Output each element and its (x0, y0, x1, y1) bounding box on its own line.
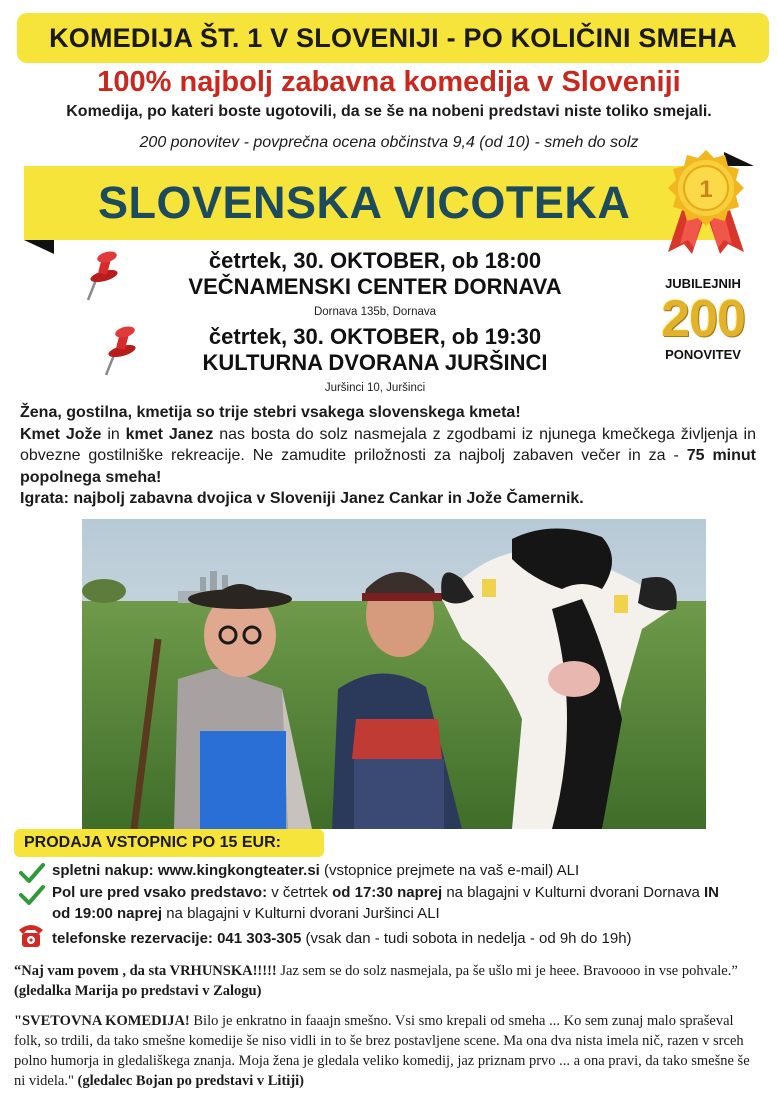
headline: 100% najbolj zabavna komedija v Sloveniji (97, 66, 681, 98)
top-banner: KOMEDIJA ŠT. 1 V SLOVENIJI - PO KOLIČINI SMEHA (17, 13, 769, 63)
review-quote: Bilo je enkratno in faaajn smešno. Vsi smo krepali od smeha ... Ko sem zunaj malo spraševal folk, so trdili, da tako smešne komedije še niso vidli in to še brez postavljene scene. Ma ona dva nista imela nič, razen v srceh polno humorja in gledališkega znanja. Moja žena je gledala veliko komedij, jaz priznam prvo ... a ona pravi, da tako smešne še ni videla." (14, 1013, 750, 1089)
description-lead: Žena, gostilna, kmetija so trije stebri vsakega slovenskega kmeta! (20, 404, 521, 421)
actor-joze: Kmet Jože (20, 425, 102, 443)
event-venue: VEČNAMENSKI CENTER DORNAVA (188, 274, 562, 299)
checkmark-icon (19, 862, 45, 884)
title-ribbon (24, 166, 724, 240)
jubilee-bottom: PONOVITEV (665, 347, 741, 362)
pushpin-icon (100, 325, 140, 379)
ticket-online-note: (vstopnice prejmete na vaš e-mail) ALI (319, 862, 580, 879)
ticket-box-text1: v četrtek (267, 884, 333, 901)
jubilee-top: JUBILEJNIH (665, 276, 741, 291)
description-cast: Igrata: najbolj zabavna dvojica v Sloveniji Janez Cankar in Jože Čamernik. (20, 490, 584, 507)
ticket-phone-label[interactable]: telefonske rezervacije: 041 303-305 (52, 930, 302, 947)
subline: Komedija, po kateri boste ugotovili, da se še na nobeni predstavi niste toliko smejali. (66, 103, 712, 120)
ticket-box-in: IN (703, 884, 719, 901)
show-title: SLOVENSKA VICOTEKA (98, 177, 631, 228)
pushpin-icon (82, 250, 122, 304)
checkmark-icon (19, 884, 45, 906)
review-quote: Jaz sem se do solz nasmejala, pa še ušlo mi je heee. Bravoooo in vse pohvale.” (276, 963, 738, 979)
actor-janez: kmet Janez (125, 425, 214, 443)
ticket-phone-note: (vsak dan - tudi sobota in nedelja - od 9h do 19h) (301, 930, 632, 947)
telephone-icon (15, 920, 47, 950)
medal-number: 1 (699, 176, 713, 203)
ticket-phone (52, 928, 632, 949)
ticket-box-time2: od 19:00 naprej (52, 905, 163, 922)
review-author: (gledalec Bojan po predstavi v Litiji) (73, 1073, 305, 1089)
review-quote-bold: "SVETOVNA KOMEDIJA! (14, 1013, 190, 1029)
ticket-box-office (52, 882, 766, 924)
ticket-online (52, 860, 579, 881)
event-address: Juršinci 10, Juršinci (324, 382, 426, 394)
event-venue: KULTURNA DVORANA JURŠINCI (202, 350, 548, 375)
event-datetime: četrtek, 30. OKTOBER, ob 19:30 (208, 324, 542, 349)
ticket-box-text3: na blagajni v Kulturni dvorani Juršinci ALI (162, 905, 440, 922)
event-datetime: četrtek, 30. OKTOBER, ob 18:00 (208, 248, 542, 273)
ticket-box-time1: od 17:30 naprej (332, 884, 443, 901)
jubilee-number: 200 (661, 290, 745, 348)
review-bojan (14, 1011, 764, 1091)
jubilee-badge (640, 276, 766, 362)
ticket-box-label: Pol ure pred vsako predstavo: (52, 884, 268, 901)
ticket-online-label[interactable]: spletni nakup: www.kingkongteater.si (52, 862, 320, 879)
stats-line: 200 ponovitev - povprečna ocena občinstva 9,4 (od 10) - smeh do solz (139, 134, 639, 151)
ribbon-fold-left (24, 240, 54, 254)
gold-medal-icon (658, 148, 754, 256)
event-dornava (160, 248, 590, 318)
review-author: (gledalka Marija po predstavi v Zalogu) (14, 983, 262, 999)
review-quote-bold: “Naj vam povem , da sta VRHUNSKA!!!!! (14, 963, 277, 979)
ticket-banner: PRODAJA VSTOPNIC PO 15 EUR: (14, 829, 324, 857)
event-jursinci (160, 324, 590, 394)
show-description (20, 402, 756, 510)
description-highlight: 75 minut popolnega smeha! (20, 447, 756, 486)
promo-photo (82, 519, 706, 829)
description-in: in (101, 425, 126, 443)
ticket-box-text2: na blagajni v Kulturni dvorani Dornava (442, 884, 704, 901)
review-marija (14, 961, 764, 1001)
event-address: Dornava 135b, Dornava (313, 306, 437, 318)
description-body: nas bosta do solz nasmejala z zgodbami iz njunega kmečkega življenja in obvezne gostilniške rekreacije. Ne zamudite priložnosti za najbolj zabaven večer in za - (20, 425, 757, 464)
